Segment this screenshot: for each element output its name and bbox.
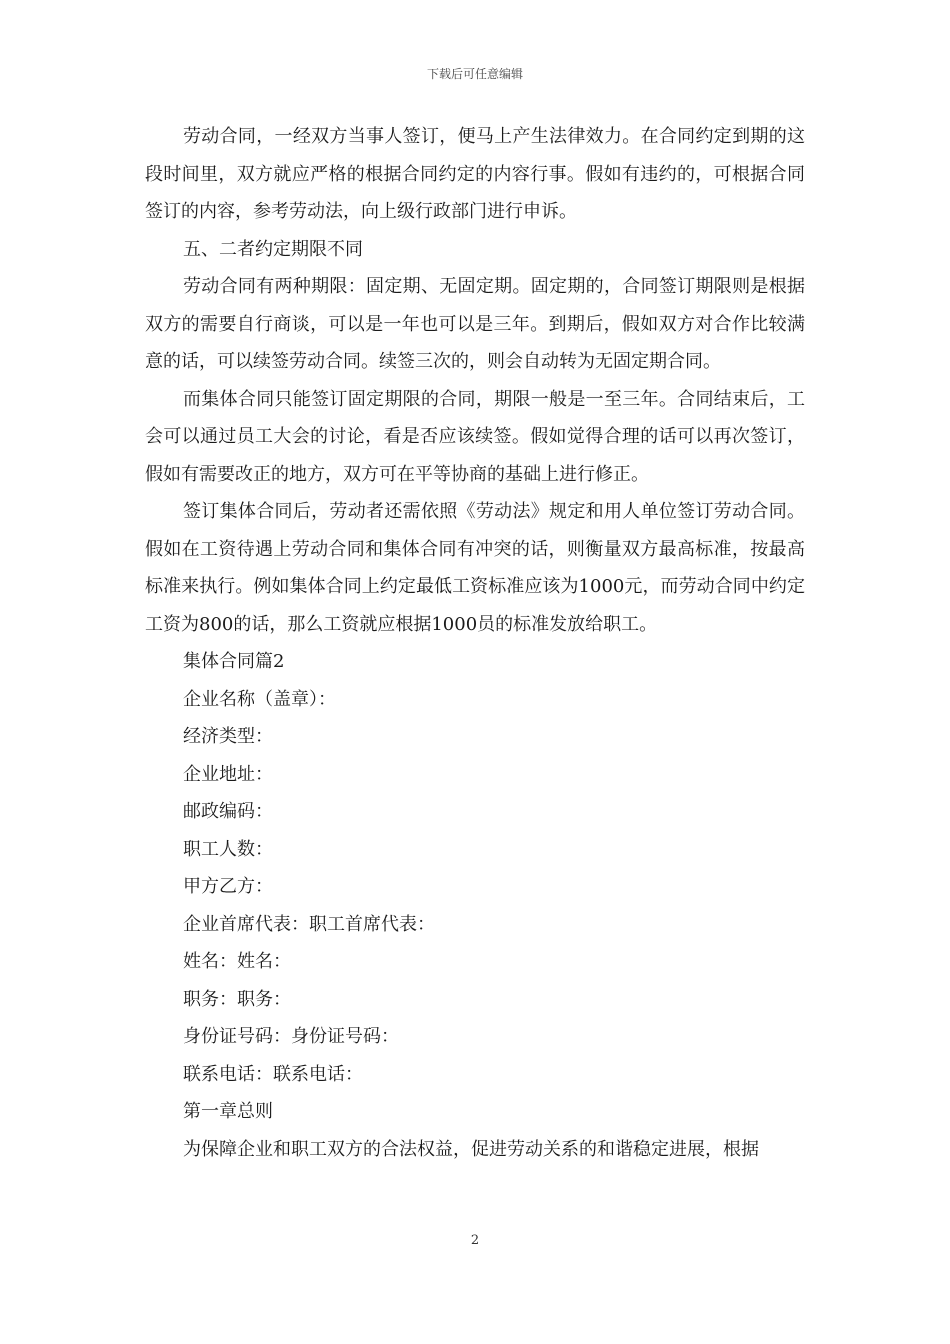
field-postal-code: 邮政编码： — [183, 801, 273, 822]
page-header: 下载后可任意编辑 — [426, 67, 523, 81]
field-economic-type: 经济类型： — [183, 726, 273, 747]
field-company-name: 企业名称（盖章）： — [183, 688, 336, 710]
paragraph-legal-effect: 劳动合同，一经双方当事人签订，便马上产生法律效力。在合同约定到期的这段时间里，双方就应严格的根据合同约定的内容行事。假如有违约的，可根据合同签订的内容，参考劳动法，向上级行政部门进行申诉。 — [145, 126, 805, 222]
field-id-numbers: 身份证号码：身份证号码： — [183, 1026, 399, 1047]
paragraph-labor-contract-terms: 劳动合同有两种期限：固定期、无固定期。固定期的，合同签订期限则是根据双方的需要自行商谈，可以是一年也可以是三年。到期后，假如双方对合作比较满意的话，可以续签劳动合同。续签三次的，则会自动转为无固定期合同。 — [145, 276, 805, 372]
heading-collective-contract-2: 集体合同篇2 — [183, 651, 285, 672]
chapter-heading-general-provisions: 第一章总则 — [183, 1101, 273, 1122]
section-heading-term-difference: 五、二者约定期限不同 — [183, 238, 363, 260]
paragraph-general-provisions: 为保障企业和职工双方的合法权益，促进劳动关系的和谐稳定进展，根据 — [183, 1138, 759, 1160]
paragraph-collective-contract-terms: 而集体合同只能签订固定期限的合同，期限一般是一至三年。合同结束后，工会可以通过员工大会的讨论，看是否应该续签。假如觉得合理的话可以再次签订，假如有需要改正的地方，双方可在平等协商的基础上进行修正。 — [145, 388, 805, 485]
field-chief-representatives: 企业首席代表：职工首席代表： — [183, 913, 435, 935]
field-names: 姓名：姓名： — [183, 951, 291, 972]
paragraph-wage-standard: 签订集体合同后，劳动者还需依照《劳动法》规定和用人单位签订劳动合同。假如在工资待遇上劳动合同和集体合同有冲突的话，则衡量双方最高标准，按最高标准来执行。例如集体合同上约定最低工资标准应该为1000元，而劳动合同中约定工资为800的话，那么工资就应根据1000员的标准发放给职工。 — [145, 501, 805, 635]
field-employee-count: 职工人数： — [183, 838, 273, 860]
field-positions: 职务：职务： — [183, 988, 291, 1010]
field-party-a-party-b: 甲方乙方： — [183, 876, 273, 897]
field-company-address: 企业地址： — [183, 763, 273, 785]
document-body — [145, 118, 805, 1168]
field-phone-numbers: 联系电话：联系电话： — [183, 1063, 363, 1085]
page-number: 2 — [470, 1233, 480, 1248]
